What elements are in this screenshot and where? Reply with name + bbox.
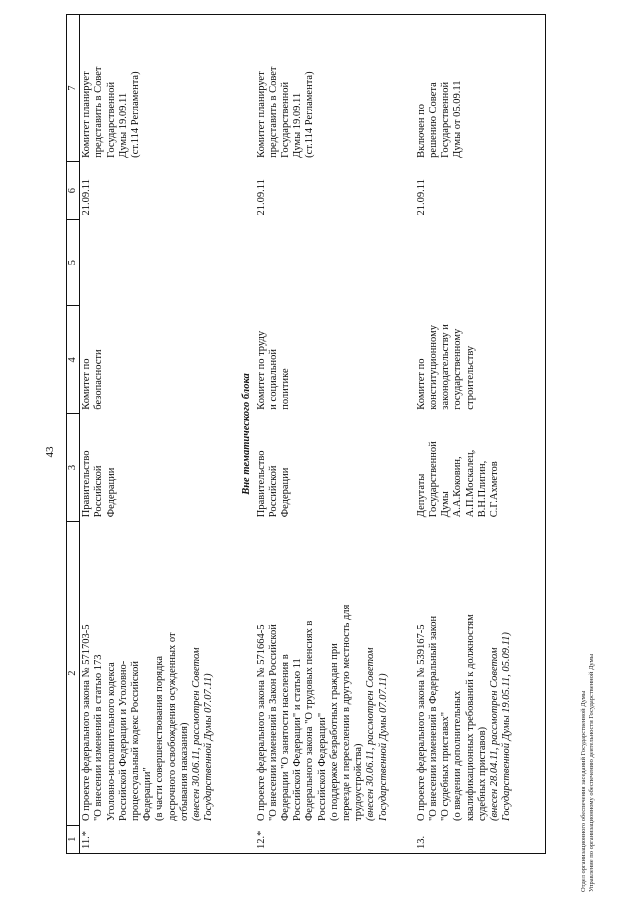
text-line: Уголовно-исполнительного кодекса: [105, 662, 117, 822]
text-line: А.П.Москалец,: [464, 449, 476, 518]
footer-line: Отдел организационного обеспечения заседаний Государственной Думы: [580, 690, 587, 892]
text-line: Российской Федерации и Уголовно-: [117, 660, 129, 822]
text-line: Включен по: [415, 103, 427, 158]
committee: [80, 306, 217, 414]
text-line: судебных приставов): [476, 726, 488, 822]
column-header: 5: [67, 220, 80, 306]
text-line: квалификационных требований к должностям: [464, 614, 476, 822]
text-line: (о введении дополнительных: [452, 690, 464, 822]
text-line: представить в Совет: [267, 66, 279, 158]
review-date: 21.09.11: [415, 179, 427, 216]
text-line: О проекте федерального закона № 571664-5: [255, 624, 267, 822]
text-line: О проекте федерального закона № 571703-5: [81, 624, 93, 822]
text-line: строительству: [464, 345, 476, 410]
text-line: досрочного освобождения осужденных от: [166, 632, 178, 822]
row-spacer: [515, 15, 539, 854]
text-line: Думы 19.09.11: [117, 92, 129, 158]
text-line: Федерации: [280, 467, 292, 518]
text-line: Государственной: [105, 81, 117, 158]
row-number: 13.: [415, 825, 515, 853]
text-line: Депутаты: [415, 473, 427, 518]
text-line: Государственной: [280, 81, 292, 158]
text-line: отбывания наказания): [178, 722, 190, 822]
text-line: Комитет планирует: [255, 71, 267, 158]
column-header: 3: [67, 414, 80, 522]
initiator: [80, 414, 217, 522]
text-line: (внесен 30.06.11, рассмотрен Советом: [365, 647, 377, 822]
text-line: (внесен 28.04.11, рассмотрен Советом: [489, 647, 501, 822]
col5-cell: [80, 220, 217, 306]
row-number: 11.*: [80, 825, 217, 853]
text-line: Правительство: [255, 450, 267, 518]
text-line: Комитет планирует: [81, 71, 93, 158]
text-line: Государственной: [440, 81, 452, 158]
text-line: Государственной Думы 19.05.11, 05.09.11): [501, 632, 513, 822]
footer: [580, 372, 596, 892]
column-header: 1: [67, 825, 80, 853]
text-line: трудоустройства): [353, 743, 365, 822]
page-number: 43: [44, 446, 56, 458]
bill-description: [80, 521, 217, 825]
text-line: Федерации": [142, 767, 154, 822]
text-line: Российской Федерации": [316, 712, 328, 822]
text-line: Комитет по труду: [255, 330, 267, 410]
text-line: "О судебных приставах": [440, 712, 452, 822]
text-line: С.Г.Ахметов: [489, 461, 501, 518]
row-number: 12.*: [255, 825, 391, 853]
review-date: 21.09.11: [255, 179, 267, 216]
col5-cell: [415, 220, 515, 306]
agenda-table: [66, 14, 546, 854]
note: [415, 15, 515, 162]
text-line: решению Совета: [428, 82, 440, 158]
text-line: Российской: [93, 465, 105, 518]
table-row: [255, 15, 391, 854]
text-line: (о поддержке безработных граждан при: [328, 643, 340, 822]
text-line: В.Н.Плигин,: [476, 460, 488, 518]
initiator: [415, 414, 515, 522]
text-line: Правительство: [81, 450, 93, 518]
text-line: Думы 19.09.11: [292, 92, 304, 158]
text-line: (в части совершенствования порядка: [154, 656, 166, 822]
text-line: "О внесении изменений в статью 173: [93, 654, 105, 822]
text-line: Федерации "О занятости населения в: [280, 654, 292, 822]
column-header-row: [67, 15, 80, 854]
text-line: "О внесении изменений в Федеральный закон: [428, 615, 440, 822]
text-line: Государственной Думы 07.07.11): [377, 673, 389, 822]
note: [255, 15, 391, 162]
column-header: 7: [67, 15, 80, 162]
footer-line: Управление по организационному обеспечению деятельности Государственной Думы: [588, 653, 595, 892]
text-line: безопасности: [93, 349, 105, 410]
text-line: О проекте федерального закона № 539167-5: [415, 624, 427, 822]
text-line: Государственной Думы 07.07.11): [203, 673, 215, 822]
text-line: Российской: [267, 465, 279, 518]
text-line: государственному: [452, 328, 464, 410]
text-line: (внесен 30.06.11, рассмотрен Советом: [191, 647, 203, 822]
committee: [415, 306, 515, 414]
text-line: переезде и переселении в другую местность для: [341, 604, 353, 822]
text-line: конституционному: [428, 325, 440, 410]
text-line: Комитет по: [81, 358, 93, 410]
text-line: А.А.Коковин,: [452, 456, 464, 518]
initiator: [255, 414, 391, 522]
block-title-row: [240, 15, 254, 854]
text-line: Российской Федерации" и статью 11: [292, 658, 304, 822]
text-line: Федерации: [105, 467, 117, 518]
text-line: и социальной: [267, 349, 279, 410]
block-title: Вне тематического блока: [240, 15, 254, 854]
column-header: 4: [67, 306, 80, 414]
note: [80, 15, 217, 162]
column-header: 2: [67, 521, 80, 825]
text-line: Думы от 05.09.11: [452, 80, 464, 158]
text-line: Государственной: [428, 441, 440, 518]
row-spacer: [216, 15, 240, 854]
text-line: представить в Совет: [93, 66, 105, 158]
text-line: законодательству и: [440, 324, 452, 410]
rotated-sheet: [40, 12, 600, 892]
text-line: процессуальный кодекс Российской: [130, 661, 142, 822]
text-line: Думы: [440, 491, 452, 518]
review-date: 21.09.11: [81, 179, 93, 216]
text-line: (ст.114 Регламента): [130, 71, 142, 158]
bill-description: [415, 521, 515, 825]
committee: [255, 306, 391, 414]
col5-cell: [255, 220, 391, 306]
column-header: 6: [67, 162, 80, 220]
text-line: (ст.114 Регламента): [304, 71, 316, 158]
text-line: "О внесении изменений в Закон Российской: [267, 624, 279, 822]
text-line: Федерального закона "О трудовых пенсиях в: [304, 620, 316, 822]
bill-description: [255, 521, 391, 825]
text-line: Комитет по: [415, 358, 427, 410]
table-row: [415, 15, 515, 854]
row-spacer: [391, 15, 415, 854]
text-line: политике: [280, 368, 292, 410]
table-row: [80, 15, 217, 854]
